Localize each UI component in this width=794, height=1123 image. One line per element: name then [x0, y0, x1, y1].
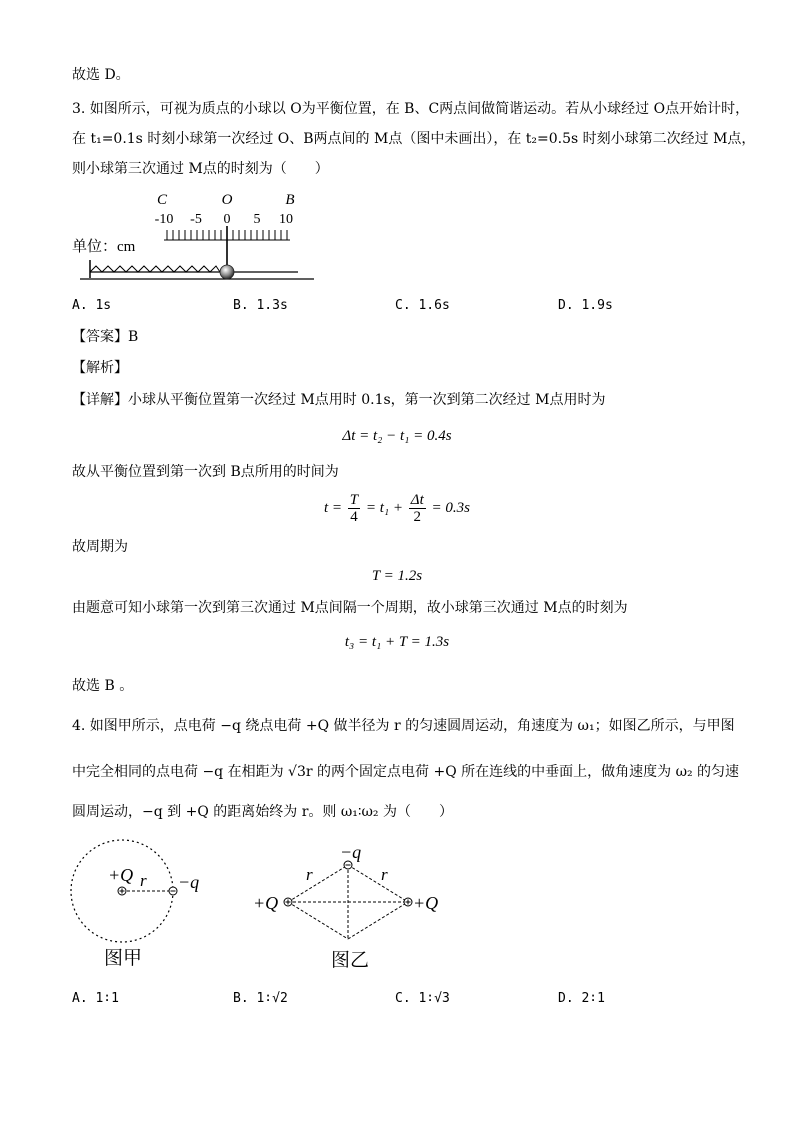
q4-stem-line-3: 圆周运动，−q 到 +Q 的距离始终为 r。则 ω₁∶ω₂ 为（ ）	[72, 804, 453, 820]
label-c: C	[156, 192, 168, 208]
label-b: B	[285, 192, 295, 208]
fraction-denominator: 2	[413, 509, 422, 525]
q3-option-d: D. 1.9s	[558, 298, 613, 313]
fraction-numerator: Δt	[410, 492, 424, 508]
q3-option-c: C. 1.6s	[395, 298, 450, 313]
q4-option-b: B. 1∶√2	[233, 991, 288, 1006]
q3-line-third: 由题意可知小球第一次到第三次通过 M点间隔一个周期，故小球第三次通过 M点的时刻为	[72, 600, 628, 616]
fig-a-neg-label: −q	[178, 872, 200, 892]
fig-b-left-r: r	[306, 865, 313, 884]
eq2-lhs: t =	[324, 499, 343, 516]
equation-period: T = 1.2s	[371, 568, 423, 584]
q3-stem-line-2: 在 t₁=0.1s 时刻小球第一次经过 O、B两点间的 M点（图中未画出），在 t₂=0.5s 时刻小球第二次经过 M点，	[72, 131, 756, 147]
fig-b-right-label: +Q	[413, 893, 439, 913]
q3-stem-line-1: 3. 如图所示，可视为质点的小球以 O为平衡位置，在 B、C两点间做简谐运动。若从小球经过 O点开始计时，	[72, 101, 750, 117]
q4-option-c: C. 1∶√3	[395, 991, 450, 1006]
tick-label-10: 10	[279, 212, 293, 227]
equation-quarter-period	[0, 492, 794, 525]
eq2-mid: = t₁ +	[365, 499, 404, 516]
q3-line-to-b: 故从平衡位置到第一次到 B点所用的时间为	[72, 464, 339, 480]
q3-spring-oscillator-figure	[70, 188, 330, 284]
tick-label-neg5: -5	[190, 212, 202, 227]
eq2-rhs: = 0.3s	[431, 499, 470, 516]
fig-a-radius-label: r	[140, 871, 147, 890]
fig-b-right-r: r	[381, 865, 388, 884]
fraction-denominator: 4	[350, 509, 358, 525]
q3-analysis-heading: 【解析】	[72, 360, 128, 376]
ball	[220, 265, 234, 279]
fig-a-caption: 图甲	[104, 948, 143, 969]
fraction-t-over-4	[348, 492, 360, 525]
fig-a-pos-label: +Q	[108, 865, 134, 885]
q4-option-d: D. 2∶1	[558, 991, 605, 1006]
q3-detail-line: 【详解】小球从平衡位置第一次经过 M点用时 0.1s，第一次到第二次经过 M点用时为	[72, 392, 606, 408]
equation-delta-t: Δt = t₂ − t₁ = 0.4s	[342, 428, 452, 444]
fig-b-left-label: +Q	[253, 893, 279, 913]
equation-t3: t₃ = t₁ + T = 1.3s	[344, 634, 450, 650]
spring	[90, 266, 220, 272]
fig-b-top-label: −q	[340, 842, 362, 862]
q3-answer: 【答案】B	[72, 329, 139, 345]
tick-label-5: 5	[253, 212, 261, 227]
tick-label-neg10: -10	[154, 212, 174, 227]
fig-b-caption: 图乙	[331, 950, 370, 971]
figure-b-rhombus	[248, 838, 458, 974]
figure-a-circular-orbit	[70, 833, 220, 973]
q4-option-a: A. 1∶1	[72, 991, 119, 1006]
q3-option-b: B. 1.3s	[233, 298, 288, 313]
q3-line-period: 故周期为	[72, 539, 128, 555]
label-o: O	[221, 192, 233, 208]
q3-option-a: A. 1s	[72, 298, 112, 313]
fraction-dt-over-2	[409, 492, 426, 525]
unit-label: 单位：cm	[72, 239, 136, 255]
tick-label-0: 0	[223, 212, 231, 227]
fraction-numerator: T	[349, 492, 359, 508]
previous-answer-line: 故选 D。	[72, 67, 130, 83]
q4-stem-line-2: 中完全相同的点电荷 −q 在相距为 √3r 的两个固定点电荷 +Q 所在连线的中垂面上，做角速度为 ω₂ 的匀速	[72, 764, 740, 780]
q3-stem-line-3: 则小球第三次通过 M点的时刻为（ ）	[72, 161, 329, 177]
q3-final-answer: 故选 B 。	[72, 678, 134, 694]
q4-stem-line-1: 4. 如图甲所示，点电荷 −q 绕点电荷 +Q 做半径为 r 的匀速圆周运动，角速度为 ω₁；如图乙所示，与甲图	[72, 718, 735, 734]
